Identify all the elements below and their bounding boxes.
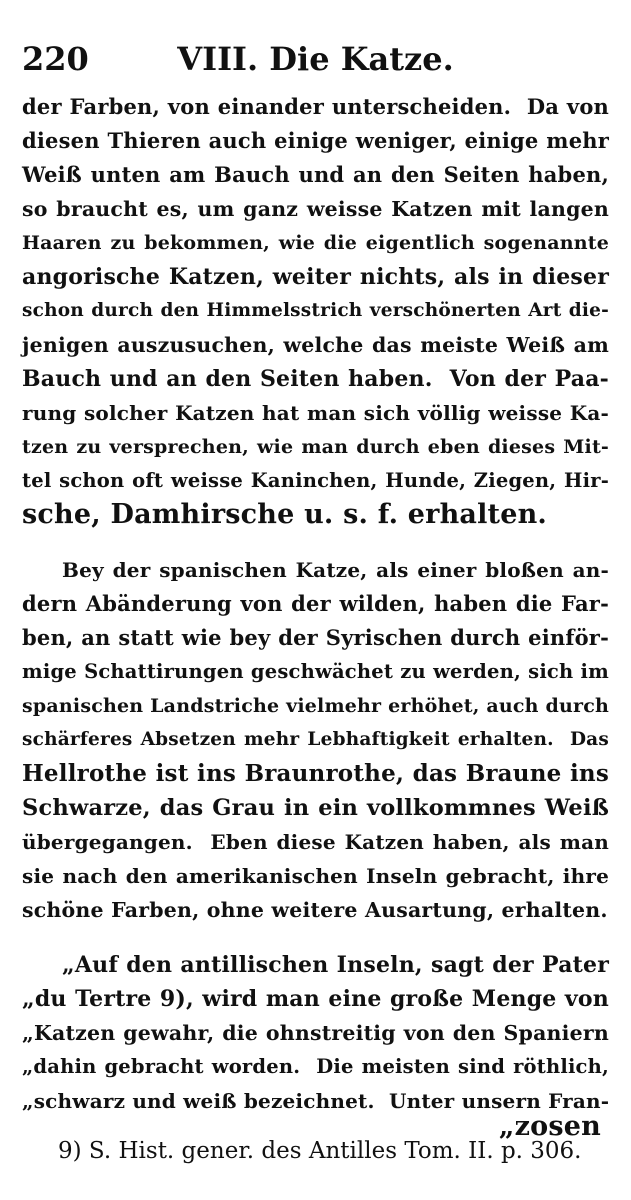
text-line: tel schon oft weisse Kaninchen, Hunde, Ziegen, Hir- [22,469,609,492]
text-line: sche, Damhirsche u. s. f. erhalten. [22,499,548,530]
text-line: „schwarz und weiß bezeichnet. Unter unsern Fran- [22,1089,610,1113]
text-line: rung solcher Katzen hat man sich völlig weisse Ka- [22,401,609,425]
page-header [22,34,609,84]
running-title: VIII. Die Katze. [177,40,454,78]
text-line: Hellrothe ist ins Braunrothe, das Braune ins [22,760,609,787]
catchword: „zosen [498,1111,601,1142]
text-line: „Katzen gewahr, die ohnstreitig von den Spaniern [22,1021,609,1045]
text-line: „dahin gebracht worden. Die meisten sind röthlich, [22,1055,609,1078]
text-line: schärferes Absetzen mehr Lebhaftigkeit erhalten. Das [22,729,609,750]
text-line: Bauch und an den Seiten haben. Von der Paa- [22,366,609,392]
text-line: jenigen auszusuchen, welche das meiste Weiß am [22,333,609,357]
text-line: tzen zu versprechen, wie man durch eben dieses Mit- [22,436,609,458]
text-line: „Auf den antillischen Inseln, sagt der Pater [62,952,609,978]
text-line: schon durch den Himmelsstrich verschönerten Art die- [22,300,609,321]
text-line: diesen Thieren auch einige weniger, einige mehr [22,128,609,153]
text-line: der Farben, von einander unterscheiden. Da von [22,94,609,119]
text-line: spanischen Landstriche vielmehr erhöhet, auch durch [22,695,609,717]
text-line: dern Abänderung von der wilden, haben die Far- [22,591,609,616]
text-line: Haaren zu bekommen, wie die eigentlich sogenannte [22,232,609,254]
text-line: sie nach den amerikanischen Inseln gebracht, ihre [22,864,609,888]
text-line: Weiß unten am Bauch und an den Seiten haben, [22,162,609,187]
text-line: schöne Farben, ohne weitere Ausartung, erhalten. [22,898,608,922]
page-number: 220 [22,40,89,78]
text-line: „du Tertre 9), wird man eine große Menge von [22,986,609,1012]
footnote: 9) S. Hist. gener. des Antilles Tom. II. p. 306. [58,1138,582,1164]
text-line: angorische Katzen, weiter nichts, als in dieser [22,264,609,290]
text-line: mige Schattirungen geschwächet zu werden, sich im [22,660,609,683]
text-line: Schwarze, das Grau in ein vollkommnes Weiß [22,795,609,821]
text-line: ben, an statt wie bey der Syrischen durch einför- [22,625,609,650]
text-line: übergegangen. Eben diese Katzen haben, als man [22,830,609,854]
text-line: so braucht es, um ganz weisse Katzen mit langen [22,197,609,221]
text-line: Bey der spanischen Katze, als einer bloßen an- [62,558,609,582]
